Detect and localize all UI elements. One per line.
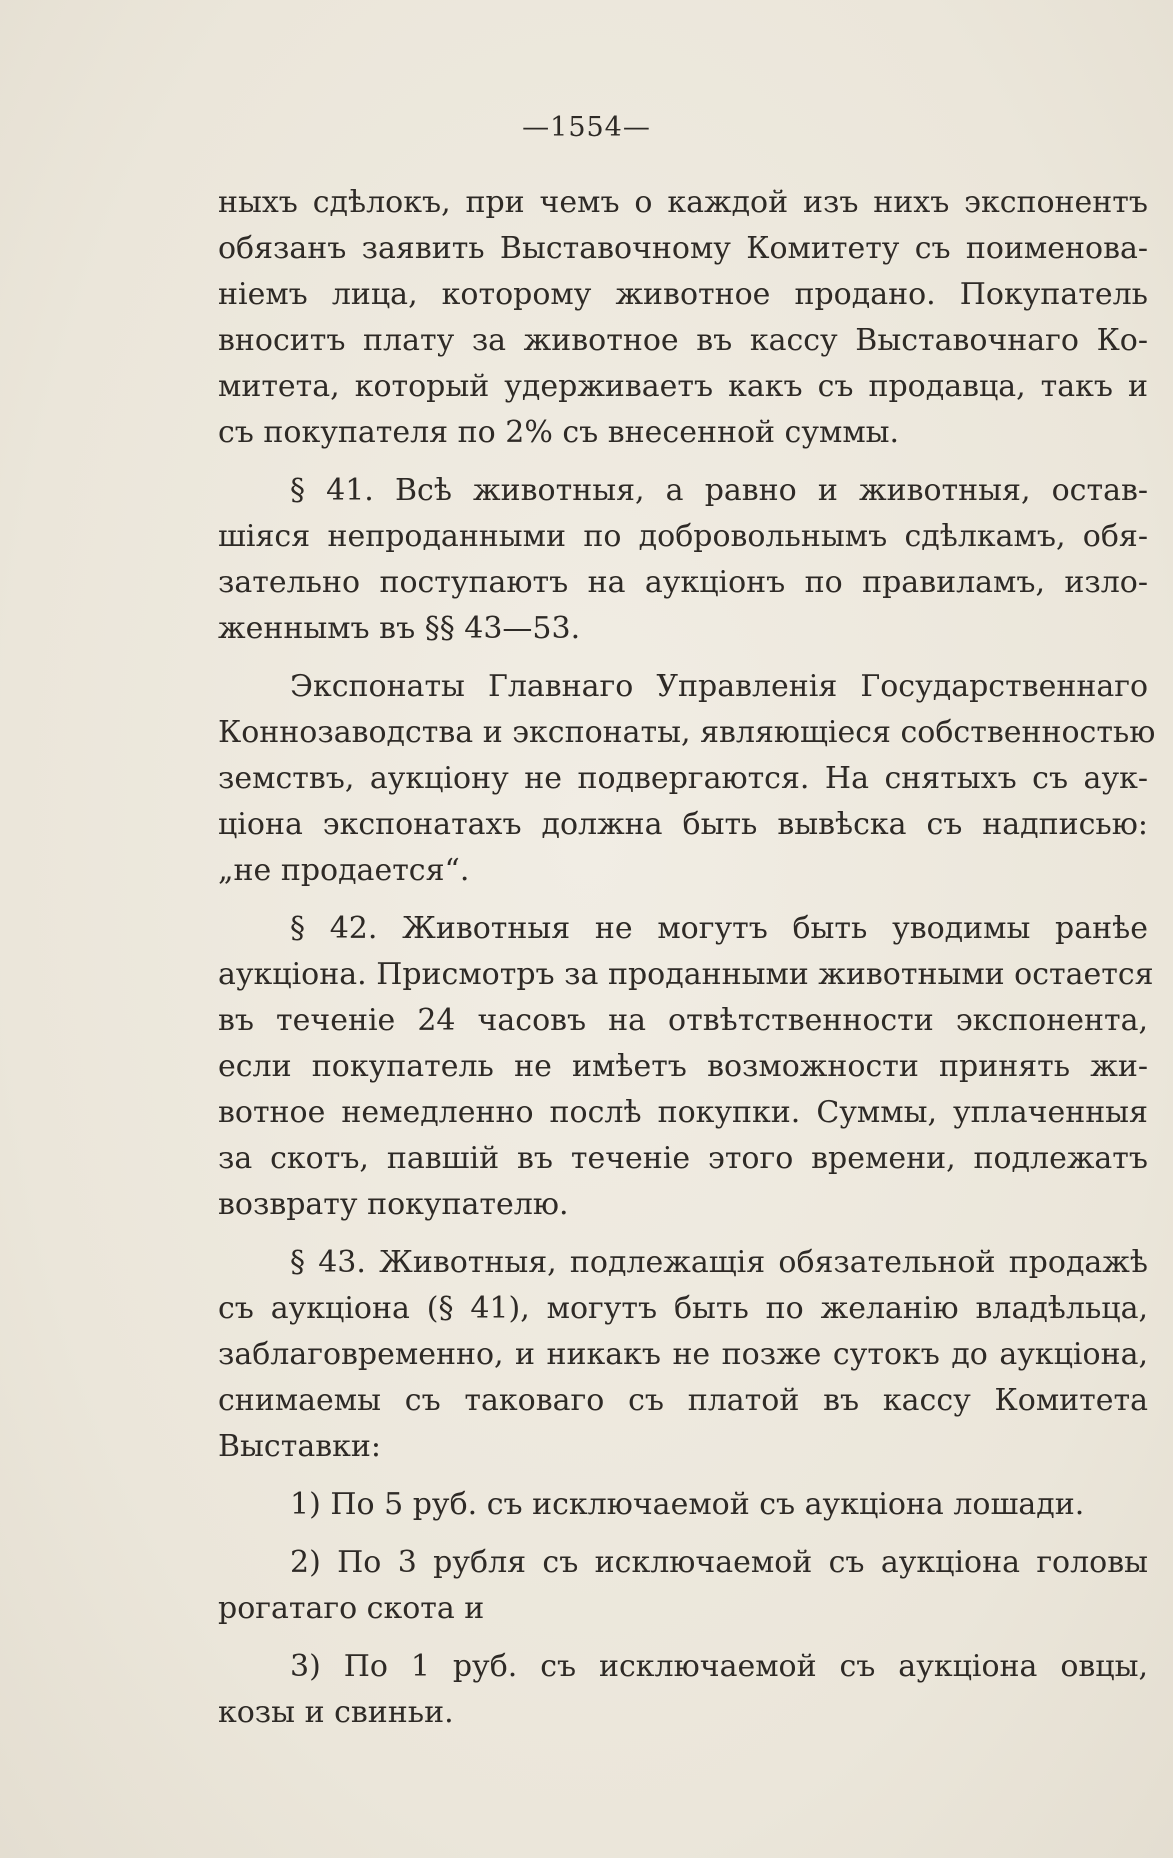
text-line: аукціона. Присмотръ за проданными животными остается: [218, 957, 1154, 992]
text-line: возврату покупателю.: [218, 1187, 569, 1222]
text-line: митета, который удерживаетъ какъ съ продавца, такъ и: [218, 369, 1148, 404]
paragraph: [218, 468, 1148, 652]
text-line: 1) По 5 руб. съ исключаемой съ аукціона лошади.: [290, 1487, 1085, 1522]
paragraph-gap: [218, 1228, 1148, 1240]
text-line: земствъ, аукціону не подвергаются. На снятыхъ съ аук-: [218, 761, 1148, 796]
text-line: обязанъ заявить Выставочному Комитету съ поименова-: [218, 231, 1148, 266]
paragraph: [218, 1240, 1148, 1470]
text-line: шіяся непроданными по добровольнымъ сдѣлкамъ, обя-: [218, 519, 1148, 554]
text-line: ныхъ сдѣлокъ, при чемъ о каждой изъ нихъ экспонентъ: [218, 185, 1148, 220]
paragraph-gap: [218, 894, 1148, 906]
text-line: съ аукціона (§ 41), могутъ быть по желанію владѣльца,: [218, 1291, 1148, 1326]
body-text: [218, 180, 1156, 1736]
text-line: Экспонаты Главнаго Управленія Государственнаго: [290, 669, 1148, 704]
paragraph-gap: [218, 652, 1148, 664]
paragraph: [218, 1482, 1148, 1528]
text-line: ніемъ лица, которому животное продано. Покупатель: [218, 277, 1148, 312]
paragraph-gap: [218, 456, 1148, 468]
text-line: § 41. Всѣ животныя, а равно и животныя, остав-: [290, 473, 1148, 508]
paragraph: [218, 1540, 1148, 1632]
text-line: если покупатель не имѣетъ возможности принять жи-: [218, 1049, 1148, 1084]
paragraph: [218, 664, 1156, 894]
text-line: женнымъ въ §§ 43—53.: [218, 611, 581, 646]
text-line: Выставки:: [218, 1429, 381, 1464]
paragraph-gap: [218, 1528, 1148, 1540]
paragraph: [218, 1644, 1148, 1736]
text-line: вотное немедленно послѣ покупки. Суммы, уплаченныя: [218, 1095, 1148, 1130]
paragraph: [218, 180, 1148, 456]
text-line: Коннозаводства и экспонаты, являющіеся собственностью: [218, 715, 1156, 750]
text-line: въ теченіе 24 часовъ на отвѣтственности экспонента,: [218, 1003, 1148, 1038]
text-line: § 42. Животныя не могутъ быть уводимы ранѣе: [290, 911, 1148, 946]
text-line: ціона экспонатахъ должна быть вывѣска съ надписью:: [218, 807, 1148, 842]
text-line: заблаговременно, и никакъ не позже сутокъ до аукціона,: [218, 1337, 1148, 1372]
text-line: вноситъ плату за животное въ кассу Выставочнаго Ко-: [218, 323, 1148, 358]
page-number: —1554—: [522, 112, 651, 143]
paragraph: [218, 906, 1154, 1228]
text-line: козы и свиньи.: [218, 1695, 454, 1730]
paragraph-gap: [218, 1632, 1148, 1644]
text-line: за скотъ, павшій въ теченіе этого времени, подлежатъ: [218, 1141, 1148, 1176]
text-line: съ покупателя по 2% съ внесенной суммы.: [218, 415, 900, 450]
text-line: зательно поступаютъ на аукціонъ по правиламъ, изло-: [218, 565, 1148, 600]
text-line: „не продается“.: [218, 853, 470, 888]
text-line: § 43. Животныя, подлежащія обязательной продажѣ: [290, 1245, 1148, 1280]
text-line: 2) По 3 рубля съ исключаемой съ аукціона головы: [290, 1545, 1148, 1580]
paragraph-gap: [218, 1470, 1148, 1482]
text-line: рогатаго скота и: [218, 1591, 485, 1626]
text-line: 3) По 1 руб. съ исключаемой съ аукціона овцы,: [290, 1649, 1148, 1684]
text-line: снимаемы съ таковаго съ платой въ кассу Комитета: [218, 1383, 1148, 1418]
